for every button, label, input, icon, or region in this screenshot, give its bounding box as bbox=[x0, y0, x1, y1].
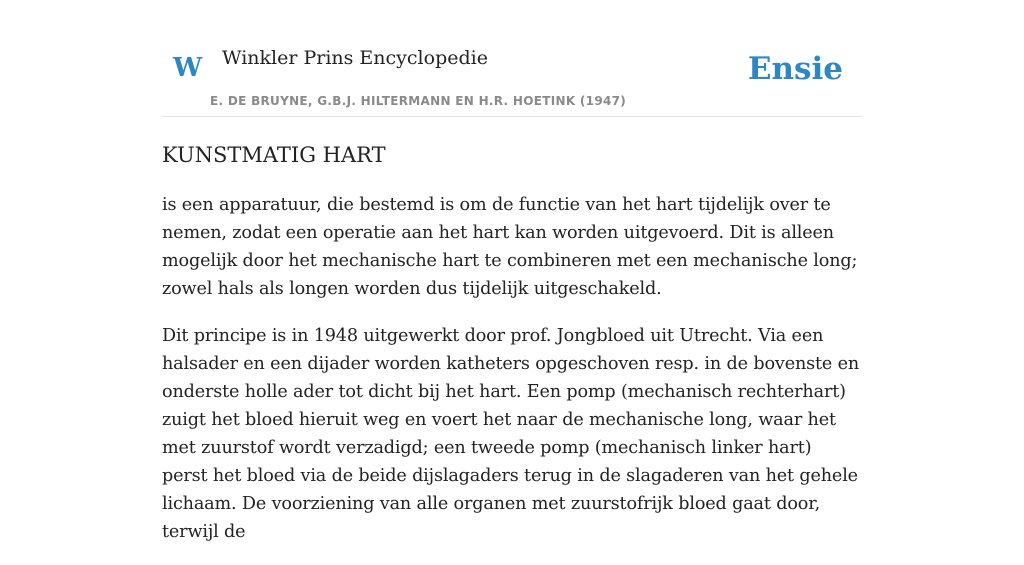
source-header bbox=[162, 0, 862, 117]
ensie-logo[interactable]: Ensie bbox=[747, 51, 843, 87]
article-body bbox=[162, 139, 862, 565]
source-title[interactable]: Winkler Prins Encyclopedie bbox=[222, 47, 488, 69]
article-paragraph: Dit principe is in 1948 uitgewerkt door prof. Jongbloed uit Utrecht. Via een halsader en een dijader worden katheters opgeschoven resp. in de bovenste en onderste holle ader tot dicht bij het hart. Een pomp (mechanisch rechterhart) zuigt het bloed hieruit weg en voert het naar de mechanische long, waar het met zuurstof wordt verzadigd; een tweede pomp (mechanisch linker hart) perst het bloed via de beide dijslagaders terug in de slagaderen van het gehele lichaam. De voorziening van alle organen met zuurstofrijk bloed gaat door, terwijl de bbox=[162, 326, 860, 542]
article-title: KUNSTMATIG HART bbox=[162, 143, 386, 167]
article-paragraph: is een apparatuur, die bestemd is om de functie van het hart tijdelijk over te nemen, zodat een operatie aan het hart kan worden uitgevoerd. Dit is alleen mogelijk door het mechanische hart te combineren met een mechanische long; zowel hals als longen worden dus tijdelijk uitgeschakeld. bbox=[162, 195, 858, 299]
winkler-prins-logo-icon[interactable]: W bbox=[173, 53, 203, 83]
source-authors: E. DE BRUYNE, G.B.J. HILTERMANN EN H.R. HOETINK (1947) bbox=[210, 94, 627, 108]
